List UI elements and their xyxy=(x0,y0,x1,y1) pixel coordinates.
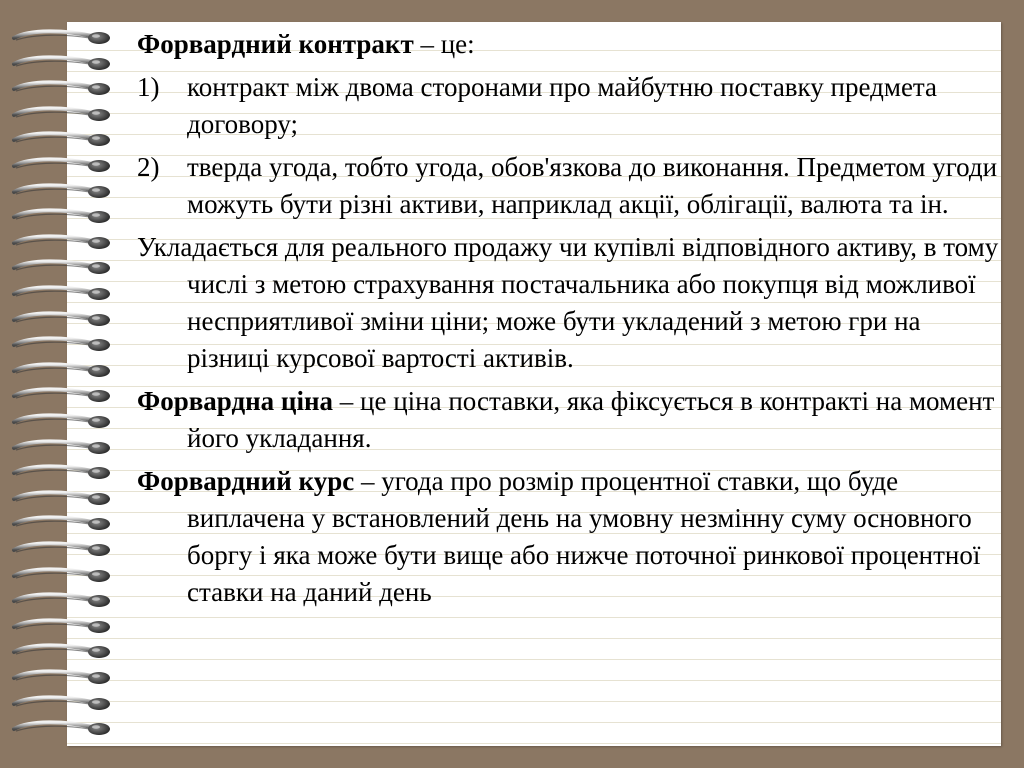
definition-forward-price xyxy=(137,383,1007,457)
binding-ring xyxy=(10,668,115,690)
term-forward-contract: Форвардний контракт xyxy=(137,29,414,59)
binding-ring xyxy=(10,642,115,664)
purpose-paragraph: Укладається для реального продажу чи купівлі відповідного активу, в тому числі з метою страхування постачальника або покупця від можливої несприятливої зміни ціни; може бути укладений з метою гри на різниці курсової вартості активів. xyxy=(137,232,999,373)
binding-ring xyxy=(10,207,115,229)
binding-ring xyxy=(10,182,115,204)
binding-ring xyxy=(10,284,115,306)
binding-ring xyxy=(10,28,115,50)
term-forward-price: Форвардна ціна xyxy=(137,386,334,416)
definition-text: – це ціна поставки, яка фіксується в контракті на момент його укладання. xyxy=(187,386,995,453)
binding-ring xyxy=(10,54,115,76)
binding-ring xyxy=(10,514,115,536)
term-forward-rate: Форвардний курс xyxy=(137,466,355,496)
binding-ring xyxy=(10,130,115,152)
binding-ring xyxy=(10,438,115,460)
binding-ring xyxy=(10,105,115,127)
definition-text: – угода про розмір процентної ставки, що буде виплачена у встановлений день на умовну незмінну суму основного боргу і яка може бути вище або нижче поточної ринкової процентної ставки на даний день xyxy=(187,466,981,607)
list-item xyxy=(137,69,1007,143)
binding-ring xyxy=(10,361,115,383)
binding-ring xyxy=(10,386,115,408)
definition-forward-contract xyxy=(137,26,1007,63)
binding-ring xyxy=(10,335,115,357)
list-number: 2) xyxy=(137,152,160,182)
binding-ring xyxy=(10,156,115,178)
list-item xyxy=(137,149,1007,223)
binding-ring xyxy=(10,617,115,639)
binding-ring xyxy=(10,412,115,434)
binding-ring xyxy=(10,463,115,485)
slide-content xyxy=(137,26,1007,617)
binding-ring xyxy=(10,489,115,511)
spiral-binding xyxy=(10,28,115,748)
list-text: контракт між двома сторонами про майбутню поставку предмета договору; xyxy=(187,72,938,139)
binding-ring xyxy=(10,694,115,716)
list-number: 1) xyxy=(137,72,160,102)
binding-ring xyxy=(10,566,115,588)
binding-ring xyxy=(10,719,115,741)
list-text: тверда угода, тобто угода, обов'язкова до виконання. Предметом угоди можуть бути різні активи, наприклад акції, облігації, валюта та ін. xyxy=(187,152,998,219)
binding-ring xyxy=(10,591,115,613)
binding-ring xyxy=(10,310,115,332)
definition-text: – це: xyxy=(413,29,475,59)
binding-ring xyxy=(10,540,115,562)
binding-ring xyxy=(10,258,115,280)
definition-forward-rate xyxy=(137,463,1007,611)
binding-ring xyxy=(10,79,115,101)
binding-ring xyxy=(10,233,115,255)
